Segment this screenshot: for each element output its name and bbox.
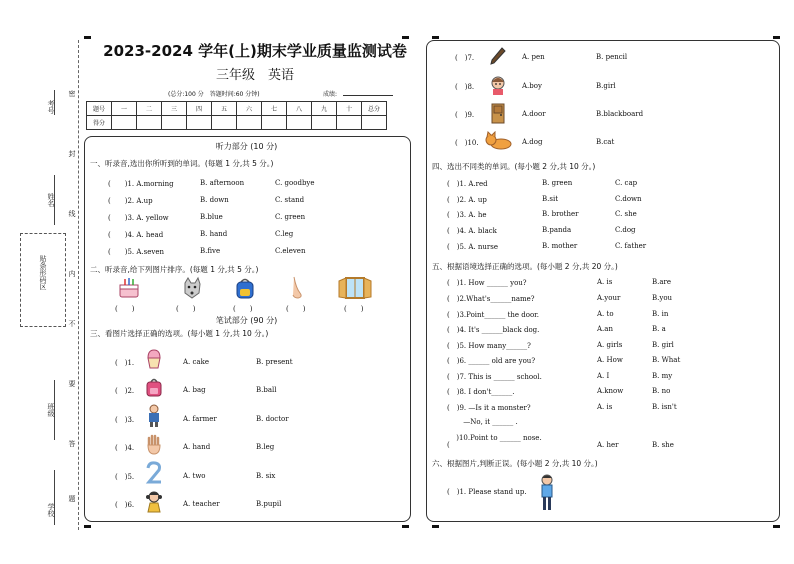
score-header: 六 [237, 102, 262, 116]
farmer-icon [145, 404, 163, 428]
score-cell[interactable] [237, 116, 262, 130]
score-cell[interactable] [162, 116, 187, 130]
total-info: (总分:100 分 答题时间:60 分钟) [168, 91, 260, 98]
cat-icon [485, 131, 513, 151]
bag-icon [145, 376, 163, 398]
score-header: 五 [212, 102, 237, 116]
listening-title: 听力部分 (10 分) [215, 142, 278, 151]
pen-icon [487, 46, 507, 68]
exam-no-label: 考号 [47, 100, 55, 114]
hand-icon [145, 433, 163, 455]
score-header: 十 [337, 102, 362, 116]
score-cell[interactable] [362, 116, 387, 130]
section5-title: 五、根据语境选择正确的选项。(每小题 2 分,共 20 分。) [432, 262, 618, 271]
name-label: 姓名 [47, 193, 55, 207]
schoolbag-icon [233, 276, 257, 300]
school-label: 学校 [47, 503, 55, 517]
window-icon [338, 276, 372, 300]
section2-title: 二、听录音,给下列图片排序。(每题 1 分,共 5 分。) [90, 265, 259, 274]
score-header: 三 [162, 102, 187, 116]
registration-mark [84, 36, 91, 39]
written-title: 笔试部分 (90 分) [215, 316, 278, 325]
seal-char: 内 [68, 270, 76, 277]
seal-char: 答 [68, 440, 76, 447]
page-title: 2023-2024 学年(上)期末学业质量监测试卷 [103, 42, 407, 60]
seal-char: 要 [68, 380, 76, 387]
score-header: 一 [112, 102, 137, 116]
cupcake-icon [145, 348, 163, 370]
score-cell[interactable] [337, 116, 362, 130]
section3-title: 三、看图片选择正确的选项。(每小题 1 分,共 10 分。) [90, 329, 269, 338]
score-cell[interactable] [287, 116, 312, 130]
registration-mark [432, 36, 439, 39]
registration-mark [84, 525, 91, 528]
registration-mark [432, 525, 439, 528]
score-table [86, 101, 387, 130]
score-cell[interactable] [187, 116, 212, 130]
seal-char: 不 [68, 320, 76, 327]
score-row-label: 得分 [87, 116, 112, 130]
girl-pupil-icon [145, 490, 163, 514]
seal-char: 密 [68, 90, 76, 97]
class-label: 班级 [47, 403, 55, 417]
score-header: 总分 [362, 102, 387, 116]
cake-icon [117, 276, 141, 300]
score-header: 九 [312, 102, 337, 116]
score-header: 八 [287, 102, 312, 116]
seal-char: 封 [68, 150, 76, 157]
score-header: 四 [187, 102, 212, 116]
section1-title: 一、听录音,选出你所听到的单词。(每题 1 分,共 5 分。) [90, 159, 274, 168]
standing-boy-icon [538, 474, 556, 514]
page-subtitle: 三年级 英语 [215, 68, 294, 83]
boy-icon [488, 74, 508, 96]
section4-title: 四、选出不同类的单词。(每小题 2 分,共 10 分。) [432, 162, 596, 171]
score-cell[interactable] [112, 116, 137, 130]
score-header: 七 [262, 102, 287, 116]
score-header: 二 [137, 102, 162, 116]
grade-label: 成绩: [323, 91, 338, 98]
score-cell[interactable] [137, 116, 162, 130]
barcode-box-label: 贴条形码区 [39, 255, 47, 290]
registration-mark [402, 525, 409, 528]
seal-char: 线 [68, 210, 76, 217]
grade-blank[interactable] [343, 95, 393, 96]
seal-line [78, 40, 79, 530]
number-two-icon [145, 461, 163, 485]
registration-mark [402, 36, 409, 39]
score-cell[interactable] [262, 116, 287, 130]
door-icon [488, 102, 508, 124]
registration-mark [773, 525, 780, 528]
seal-char: 题 [68, 495, 76, 502]
section6-title: 六、根据图片,判断正误。(每小题 2 分,共 10 分。) [432, 459, 598, 468]
wolf-icon [180, 276, 204, 300]
nose-icon [285, 276, 309, 300]
score-cell[interactable] [312, 116, 337, 130]
score-cell[interactable] [212, 116, 237, 130]
registration-mark [773, 36, 780, 39]
score-header: 题号 [87, 102, 112, 116]
